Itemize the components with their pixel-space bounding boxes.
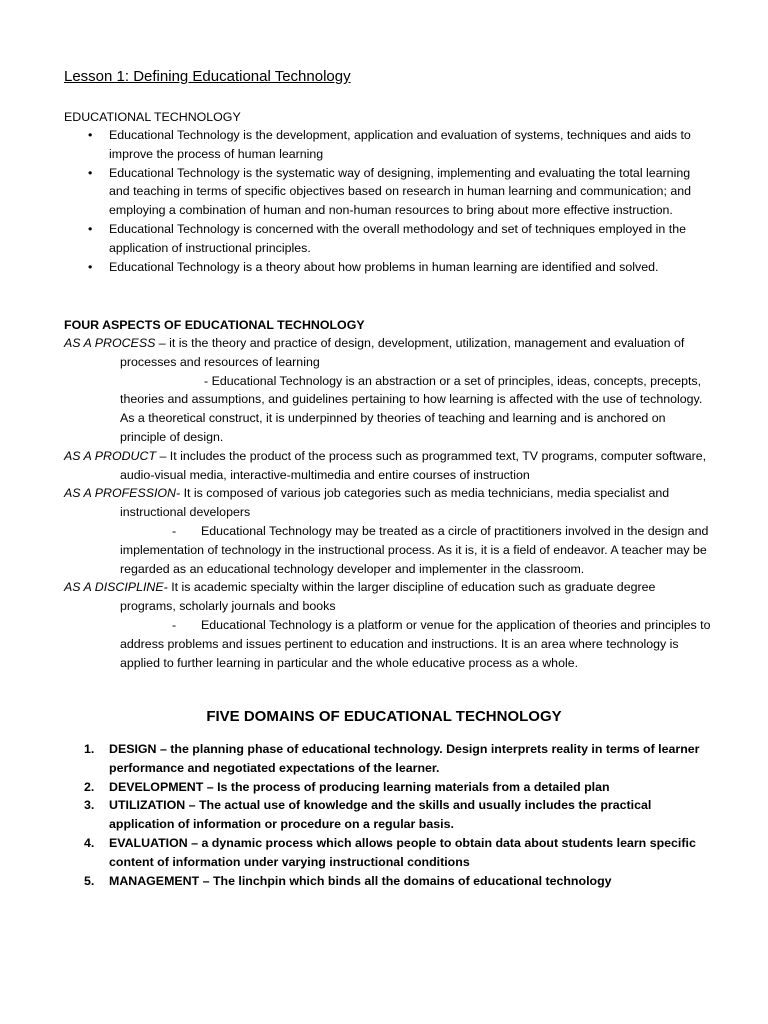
definition-text: Educational Technology is the development, application and evaluation of systems, techniques and aids to improve the process of human learning bbox=[109, 128, 691, 161]
aspect-profession bbox=[64, 484, 714, 522]
definition-text: Educational Technology is the systematic way of designing, implementing and evaluating the total learning and teaching in terms of specific objectives based on research in human learning and communication; and employing a combination of human and non-human resources to bring about more effective instruction. bbox=[109, 165, 692, 218]
section-heading-four-aspects: FOUR ASPECTS OF EDUCATIONAL TECHNOLOGY bbox=[64, 318, 365, 332]
domains-list bbox=[64, 740, 714, 890]
item-number: 2. bbox=[84, 779, 95, 794]
aspect-note: - Educational Technology is an abstraction or a set of principles, ideas, concepts, precepts, theories and assumptions, and guidelines pertaining to how learning is affected with the use of technology. As a theoretical construct, it is underpinned by theories of teaching and learning and is anchored on principle of design. bbox=[120, 373, 703, 444]
list-item bbox=[64, 778, 714, 797]
domain-text: MANAGEMENT – The linchpin which binds all the domains of educational technology bbox=[109, 873, 612, 888]
domain-text: DEVELOPMENT – Is the process of producing learning materials from a detailed plan bbox=[109, 779, 610, 794]
list-item bbox=[64, 872, 714, 891]
bullet-icon: • bbox=[88, 165, 93, 180]
aspect-text: – It includes the product of the process such as programmed text, TV programs, computer software, audio-visual media, interactive-multimedia and entire courses of instruction bbox=[120, 448, 707, 482]
list-item bbox=[64, 258, 714, 277]
bullet-icon: • bbox=[88, 128, 93, 142]
aspect-term: AS A PROCESS bbox=[64, 336, 156, 350]
list-item bbox=[64, 834, 714, 872]
aspect-note bbox=[64, 616, 714, 672]
list-item bbox=[64, 796, 714, 834]
bullet-icon: • bbox=[88, 221, 93, 236]
item-number: 3. bbox=[84, 798, 95, 813]
list-item bbox=[64, 740, 714, 778]
note-text: Educational Technology is a platform or venue for the application of theories and principles to address problems and issues pertinent to education and instructions. It is an area where technology is applied to further learning in particular and the whole educative process as a whole. bbox=[120, 617, 711, 670]
aspect-note bbox=[64, 522, 714, 578]
domain-text: EVALUATION – a dynamic process which allows people to obtain data about students learn specific content of information under varying instructional conditions bbox=[109, 835, 696, 869]
aspect-discipline bbox=[64, 578, 714, 616]
aspect-text: It is composed of various job categories such as media technicians, media specialist and instructional developers bbox=[120, 486, 670, 520]
domain-text: UTILIZATION – The actual use of knowledge and the skills and usually includes the practical application of information or procedure on a regular basis. bbox=[109, 798, 652, 832]
definitions-list bbox=[64, 126, 714, 276]
aspect-term: AS A PRODUCT bbox=[64, 448, 157, 463]
item-number: 4. bbox=[84, 835, 95, 850]
aspect-product bbox=[64, 447, 714, 485]
aspect-term: AS A DISCIPLINE- bbox=[64, 580, 168, 595]
aspect-process bbox=[64, 334, 714, 372]
domain-text: DESIGN – the planning phase of educational technology. Design interprets reality in terms of learner performance and negotiated expectations of the learner. bbox=[109, 742, 700, 775]
dash-marker: - bbox=[172, 617, 177, 632]
definition-text: Educational Technology is a theory about how problems in human learning are identified and solved. bbox=[109, 259, 659, 274]
bullet-icon: • bbox=[88, 259, 93, 274]
item-number: 1. bbox=[84, 742, 95, 756]
note-text: Educational Technology may be treated as a circle of practitioners involved in the design and implementation of technology in the instructional process. As it is, it is a field of endeavor. A teacher may be regarded as an educational technology developer and implementer in the classroom. bbox=[120, 523, 709, 576]
section-heading-educational-technology: EDUCATIONAL TECHNOLOGY bbox=[64, 110, 241, 124]
item-number: 5. bbox=[84, 873, 95, 888]
definition-text: Educational Technology is concerned with the overall methodology and set of techniques employed in the application of instructional principles. bbox=[109, 221, 686, 255]
list-item bbox=[64, 164, 714, 220]
aspect-text: It is academic specialty within the larger discipline of education such as graduate degree programs, scholarly journals and books bbox=[120, 580, 656, 614]
section-heading-five-domains: FIVE DOMAINS OF EDUCATIONAL TECHNOLOGY bbox=[206, 708, 562, 725]
list-item bbox=[64, 126, 714, 164]
aspects-block bbox=[64, 334, 714, 672]
aspect-text: – it is the theory and practice of design, development, utilization, management and evaluation of processes and resources of learning bbox=[120, 336, 685, 369]
dash-marker: - bbox=[172, 523, 177, 538]
lesson-title: Lesson 1: Defining Educational Technology bbox=[64, 68, 351, 85]
list-item bbox=[64, 220, 714, 258]
aspect-term: AS A PROFESSION- bbox=[64, 486, 181, 501]
